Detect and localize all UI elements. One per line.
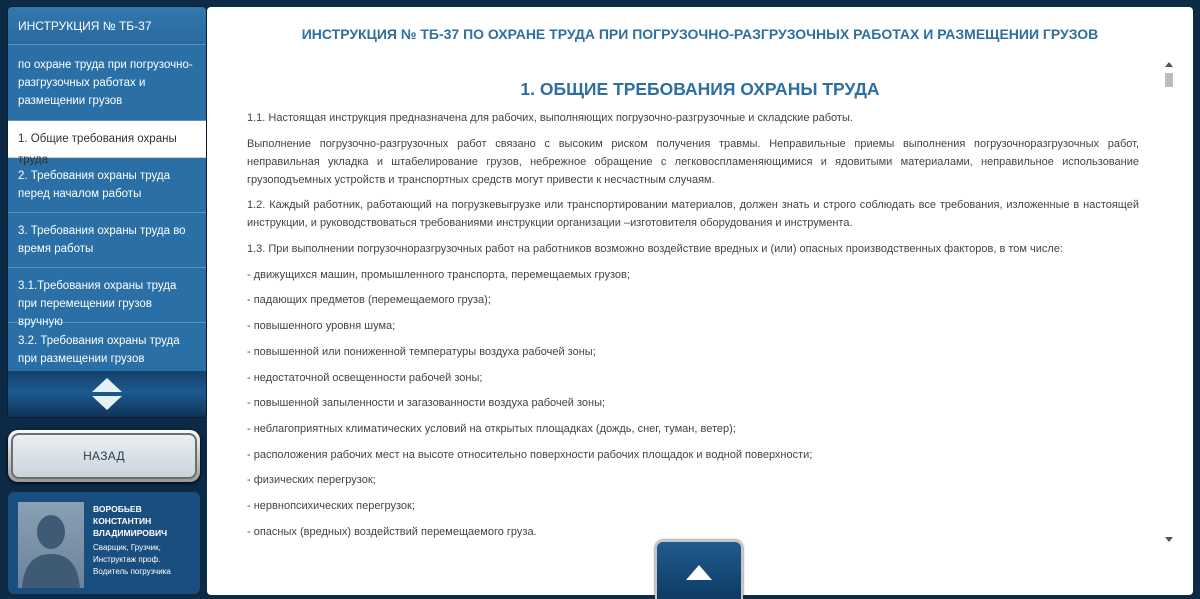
paragraph: 1.1. Настоящая инструкция предназначена для рабочих, выполняющих погрузочно-разгрузочные и складские работы. (247, 112, 853, 124)
content-panel (207, 7, 1193, 595)
list-item: - повышенной или пониженной температуры воздуха рабочей зоны; (247, 345, 596, 358)
avatar (18, 502, 84, 588)
paragraph: Выполнение погрузочно-разгрузочных работ связано с высоким риском получения травмы. Неправильные приемы выполнения погрузочноразгрузочных работ, неправильная укладка и штабелирование грузов, небрежное обращение с легковоспламеняющимися и ядовитыми материалами, неправильное использование грузоподъемных устройств и транспортных средств могут привести к несчастным случаям. (247, 137, 1139, 186)
page-title: ИНСТРУКЦИЯ № ТБ-37 ПО ОХРАНЕ ТРУДА ПРИ ПОГРУЗОЧНО-РАЗГРУЗОЧНЫХ РАБОТАХ И РАЗМЕЩЕНИИ ГРУЗОВ (301, 26, 1099, 42)
sidebar-item-manual-moving[interactable]: 3.1.Требования охраны труда при перемещении грузов вручную (8, 268, 206, 323)
sidebar-item-cargo-placement[interactable]: 3.2. Требования охраны труда при размещении грузов (8, 323, 206, 378)
section-title: 1. ОБЩИЕ ТРЕБОВАНИЯ ОХРАНЫ ТРУДА (520, 79, 880, 99)
sidebar (8, 7, 206, 417)
sidebar-item-during-work[interactable]: 3. Требования охраны труда во время работы (8, 213, 206, 268)
sidebar-item-intro[interactable]: по охране труда при погрузочно-разгрузочных работах и размещении грузов (8, 45, 206, 121)
sidebar-scroll-controls (8, 371, 206, 417)
sidebar-item-general-requirements[interactable]: 1. Общие требования охраны труда (8, 121, 206, 158)
paragraph: 1.2. Каждый работник, работающий на погрузкевыгрузке или транспортировании материалов, должен знать и строго соблюдать все требования, изложенные в настоящей инструкции, и руководствоваться требованиями инструкции организации –изготовителя оборудования и инструмента. (247, 199, 1139, 230)
list-item: - недостаточной освещенности рабочей зоны; (247, 371, 483, 384)
back-button[interactable]: НАЗАД (11, 433, 197, 479)
sidebar-title: ИНСТРУКЦИЯ № ТБ-37 (8, 7, 206, 45)
profile-name: ВОРОБЬЕВ КОНСТАНТИН ВЛАДИМИРОВИЧ (93, 504, 168, 538)
back-button-frame (8, 430, 200, 482)
paragraph: 1.3. При выполнении погрузочноразгрузочных работ на работников возможно воздействие вредных и (или) опасных производственных факторов, в том числе: (247, 243, 1064, 256)
list-item: - повышенной запыленности и загазованности воздуха рабочей зоны; (247, 397, 606, 410)
list-item: - падающих предметов (перемещаемого груза); (247, 294, 491, 307)
profile-role: Сварщик, Грузчик, Инструктаж проф. Водитель погрузчика (93, 543, 171, 576)
list-item: - расположения рабочих мест на высоте относительно поверхности рабочих площадок и водной поверхности; (247, 448, 813, 461)
arrow-up-icon (686, 565, 712, 580)
instruction-text (247, 109, 1139, 541)
sidebar-item-before-work[interactable]: 2. Требования охраны труда перед началом работы (8, 158, 206, 213)
list-item: - неблагоприятных климатических условий на открытых площадках (дождь, снег, туман, ветер); (247, 422, 736, 435)
user-silhouette-icon (18, 502, 84, 588)
user-profile (8, 492, 200, 594)
scroll-thumb[interactable] (1165, 73, 1173, 87)
list-item: - опасных (вредных) воздействий перемещаемого груза. (247, 525, 537, 538)
chevron-up-icon[interactable] (92, 378, 122, 392)
scroll-to-top-button[interactable] (655, 540, 743, 599)
scroll-up-icon[interactable] (1165, 62, 1173, 67)
list-item: - движущихся машин, промышленного транспорта, перемещаемых грузов; (247, 268, 630, 281)
list-item: - физических перегрузок; (247, 474, 376, 487)
list-item: - нервнопсихических перегрузок; (247, 499, 415, 512)
chevron-down-icon[interactable] (92, 396, 122, 410)
content-scrollbar[interactable] (1164, 59, 1174, 545)
list-item: - повышенного уровня шума; (247, 320, 396, 333)
scroll-down-icon[interactable] (1165, 537, 1173, 542)
